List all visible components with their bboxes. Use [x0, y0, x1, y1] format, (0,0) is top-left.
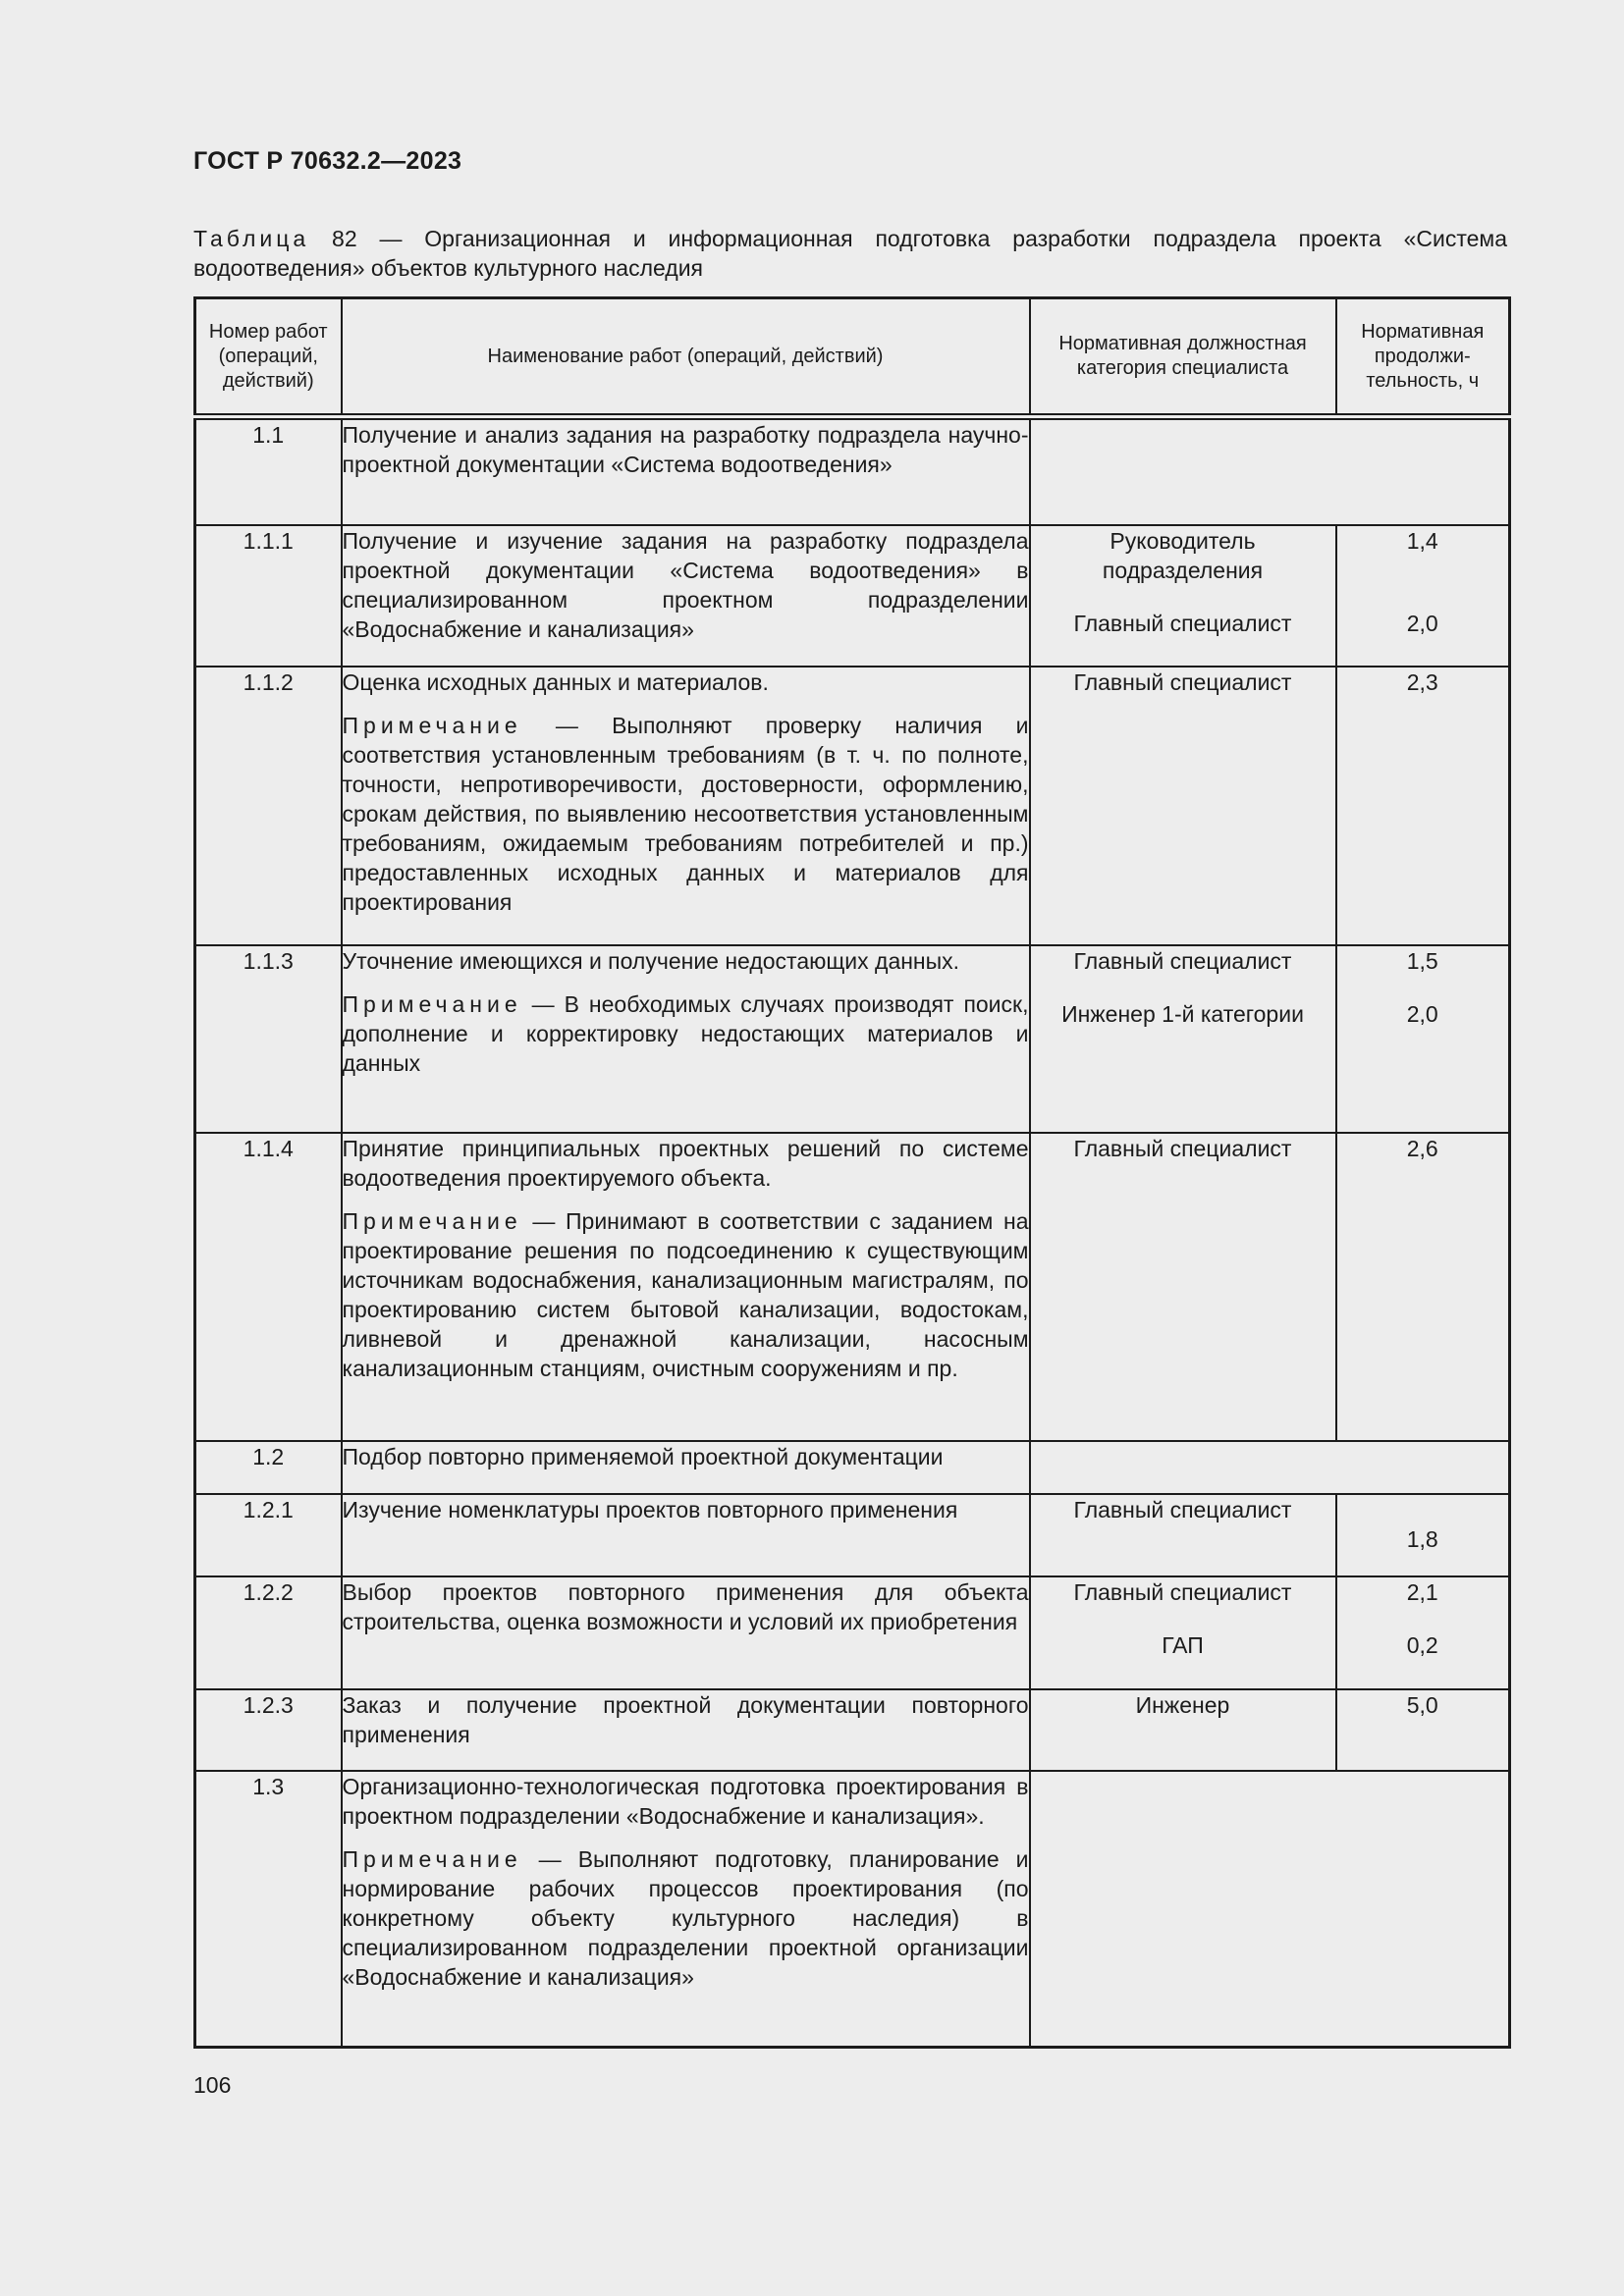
row-specialist: [1030, 1576, 1336, 1689]
note-text: — Принимают в соответствии с заданием на проектирование решения по подсоединению к существующим источникам водоснабжения, канализационным магистралям, по проектированию систем бытовой канализации, водостокам, ливневой и дренажной канализации, насосным канализационным станциям, очистным сооружениям и пр.: [342, 1207, 1029, 1381]
work-note: [343, 711, 1029, 917]
row-number: 1.1.4: [195, 1133, 342, 1441]
specialist-label: Инженер 1-й категории: [1061, 1000, 1304, 1027]
document-code: ГОСТ Р 70632.2—2023: [193, 147, 462, 175]
work-title: Принятие принципиальных проектных решений по системе водоотведения проектируемого объекта.: [342, 1135, 1029, 1191]
row-number: 1.2.3: [195, 1689, 342, 1771]
row-work-name: [342, 1771, 1030, 2048]
row-duration: [1336, 1689, 1510, 1771]
duration-value: 2,0: [1406, 610, 1438, 636]
specialist-label: Главный специалист: [1073, 610, 1292, 636]
row-work-name: [342, 1576, 1030, 1689]
duration-value: 0,2: [1406, 1631, 1438, 1658]
table-row: [195, 1771, 1510, 2048]
duration-value: 2,1: [1406, 1578, 1438, 1605]
column-header-specialist: Нормативная должностная категория специалиста: [1030, 298, 1336, 417]
row-duration: [1336, 525, 1510, 667]
duration-value: 2,6: [1406, 1135, 1438, 1161]
table-caption-label: Таблица: [193, 226, 310, 251]
row-duration: [1336, 1494, 1510, 1576]
work-table: [193, 296, 1511, 2049]
table-row: [195, 1441, 1510, 1494]
table-header-row: [195, 298, 1510, 417]
column-header-name: Наименование работ (операций, действий): [342, 298, 1030, 417]
row-number: 1.1: [195, 417, 342, 525]
row-empty-cell: [1030, 1771, 1510, 2048]
row-number: 1.1.1: [195, 525, 342, 667]
row-number: 1.2.2: [195, 1576, 342, 1689]
column-header-number: Номер работ (операций, действий): [195, 298, 342, 417]
specialist-label: Главный специалист: [1073, 1135, 1292, 1161]
row-number: 1.2: [195, 1441, 342, 1494]
note-label: Примечание: [342, 1207, 522, 1234]
duration-value: 2,3: [1406, 668, 1438, 695]
work-title: Выбор проектов повторного применения для объекта строительства, оценка возможности и условий их приобретения: [342, 1578, 1029, 1634]
row-number: 1.3: [195, 1771, 342, 2048]
page-number: 106: [193, 2072, 232, 2098]
work-title: Оценка исходных данных и материалов.: [342, 668, 769, 695]
work-note: [343, 989, 1029, 1078]
row-work-name: [342, 525, 1030, 667]
row-specialist: [1030, 1133, 1336, 1441]
table-caption-text: 82 — Организационная и информационная подготовка разработки подраздела проекта «Система водоотведения» объектов культурного наследия: [193, 226, 1507, 281]
row-specialist: [1030, 1689, 1336, 1771]
row-number: 1.1.2: [195, 667, 342, 945]
work-title: Организационно-технологическая подготовка проектирования в проектном подразделении «Водоснабжение и канализация».: [342, 1773, 1029, 1829]
row-work-name: [342, 667, 1030, 945]
duration-value: 2,0: [1406, 1000, 1438, 1027]
specialist-label: Главный специалист: [1073, 947, 1292, 974]
row-specialist: [1030, 1494, 1336, 1576]
specialist-label: Руководитель подразделения: [1102, 527, 1264, 583]
row-duration: [1336, 945, 1510, 1133]
table-row: [195, 1133, 1510, 1441]
duration-value: 5,0: [1406, 1691, 1438, 1718]
table-row: [195, 525, 1510, 667]
row-duration: [1336, 667, 1510, 945]
row-work-name: [342, 417, 1030, 525]
table-row: [195, 1689, 1510, 1771]
note-text: — В необходимых случаях производят поиск, дополнение и корректировку недостающих материалов и данных: [342, 990, 1029, 1076]
row-number: 1.2.1: [195, 1494, 342, 1576]
row-work-name: [342, 945, 1030, 1133]
row-empty-cell: [1030, 417, 1510, 525]
note-label: Примечание: [342, 1845, 522, 1872]
specialist-label: Главный специалист: [1073, 1578, 1292, 1605]
table-row: [195, 1494, 1510, 1576]
row-work-name: [342, 1133, 1030, 1441]
work-note: [343, 1206, 1029, 1383]
work-title: Получение и изучение задания на разработку подраздела проектной документации «Система водоотведения» в специализированном проектном подразделении «Водоснабжение и канализация»: [342, 527, 1029, 642]
table-row: [195, 667, 1510, 945]
row-work-name: [342, 1494, 1030, 1576]
row-work-name: [342, 1441, 1030, 1494]
table-caption: [193, 224, 1507, 283]
work-title: Изучение номенклатуры проектов повторного применения: [342, 1496, 958, 1522]
column-header-duration: Нормативная продолжи-тельность, ч: [1336, 298, 1510, 417]
row-work-name: [342, 1689, 1030, 1771]
specialist-label: ГАП: [1162, 1631, 1204, 1658]
row-empty-cell: [1030, 1441, 1510, 1494]
row-duration: [1336, 1133, 1510, 1441]
row-specialist: [1030, 667, 1336, 945]
work-title: Заказ и получение проектной документации повторного применения: [342, 1691, 1029, 1747]
row-specialist: [1030, 525, 1336, 667]
work-note: [343, 1844, 1029, 1992]
note-text: — Выполняют подготовку, планирование и нормирование рабочих процессов проектирования (по конкретному объекту культурного наследия) в специализированном подразделении проектной организации «Водоснабжение и канализация»: [342, 1845, 1029, 1990]
row-number: 1.1.3: [195, 945, 342, 1133]
work-title: Подбор повторно применяемой проектной документации: [342, 1443, 944, 1469]
table-row: [195, 945, 1510, 1133]
duration-value: 1,8: [1406, 1525, 1438, 1552]
specialist-label: Инженер: [1135, 1691, 1230, 1718]
specialist-label: Главный специалист: [1073, 1496, 1292, 1522]
specialist-label: Главный специалист: [1073, 668, 1292, 695]
work-title: Получение и анализ задания на разработку подраздела научно-проектной документации «Система водоотведения»: [342, 422, 1029, 477]
work-title: Уточнение имеющихся и получение недостающих данных.: [342, 947, 960, 974]
table-row: [195, 417, 1510, 525]
note-text: — Выполняют проверку наличия и соответствия установленным требованиям (в т. ч. по полноте, точности, непротиворечивости, достоверности, оформлению, срокам действия, по выявлению несоответствия установленным требованиям, ожидаемым требованиям потребителей и пр.) предоставленных исходных данных и материалов для проектирования: [342, 712, 1029, 915]
duration-value: 1,4: [1406, 527, 1438, 554]
table-row: [195, 1576, 1510, 1689]
duration-value: 1,5: [1406, 947, 1438, 974]
row-specialist: [1030, 945, 1336, 1133]
note-label: Примечание: [342, 990, 522, 1017]
row-duration: [1336, 1576, 1510, 1689]
note-label: Примечание: [342, 712, 522, 738]
